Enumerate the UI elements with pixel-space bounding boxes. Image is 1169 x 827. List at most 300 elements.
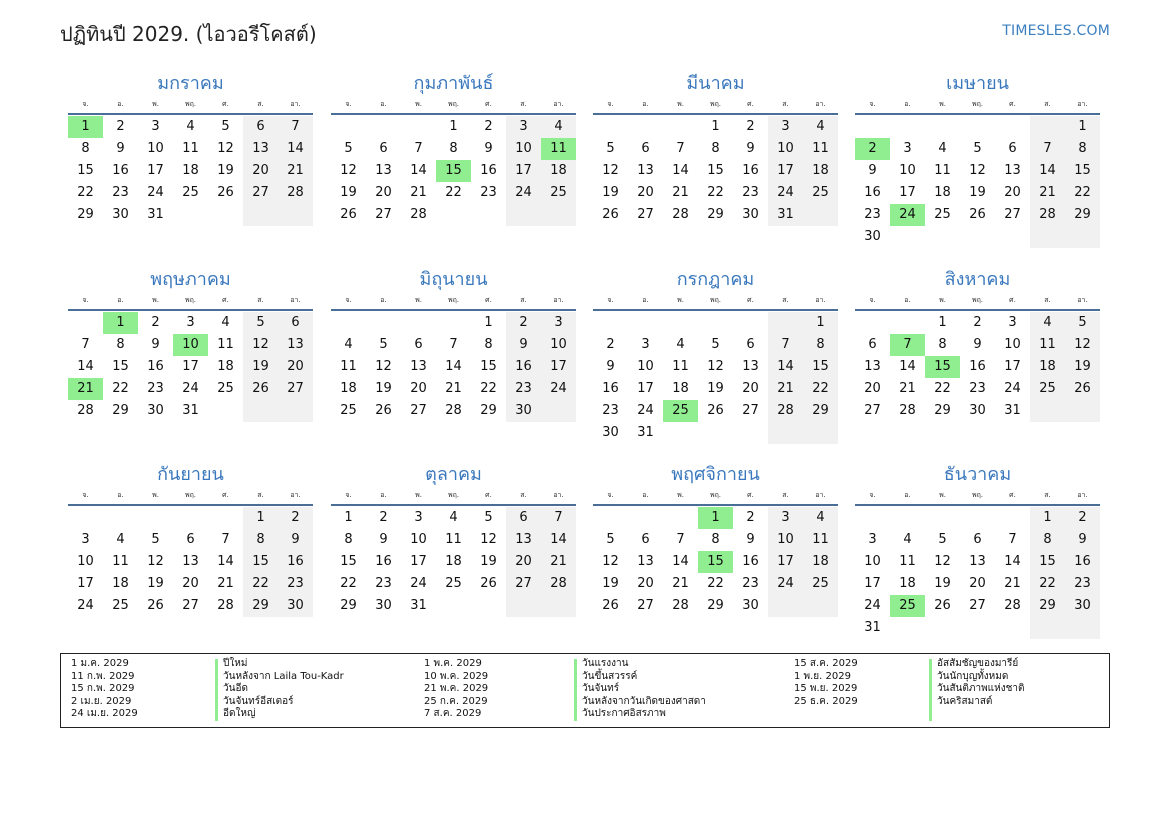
day-cell: 8 xyxy=(711,532,720,547)
day-grid xyxy=(68,507,313,617)
day-cell: 29 xyxy=(112,403,129,418)
day-grid xyxy=(68,312,313,422)
day-cell: 19 xyxy=(375,381,392,396)
day-cell: 6 xyxy=(641,141,650,156)
day-cell: 15 xyxy=(1074,163,1091,178)
weekday-label: พฤ. xyxy=(709,100,722,108)
day-cell: 22 xyxy=(252,576,269,591)
weekend-cell xyxy=(1030,226,1065,248)
day-cell: 7 xyxy=(81,337,90,352)
day-cell: 29 xyxy=(1074,207,1091,222)
month-block xyxy=(68,463,313,617)
day-cell: 16 xyxy=(515,359,532,374)
day-cell: 30 xyxy=(147,403,164,418)
day-cell: 19 xyxy=(340,185,357,200)
month-name: กันยายน xyxy=(157,464,224,485)
day-cell: 23 xyxy=(480,185,497,200)
day-cell: 3 xyxy=(519,119,528,134)
day-cell: 17 xyxy=(77,576,94,591)
day-cell: 20 xyxy=(515,554,532,569)
holiday-day-cell: 1 xyxy=(698,507,733,529)
day-cell: 4 xyxy=(449,510,458,525)
day-cell: 23 xyxy=(375,576,392,591)
weekday-label: พ. xyxy=(415,100,422,108)
month-name: กุมภาพันธ์ xyxy=(413,73,494,94)
day-grid xyxy=(68,116,313,226)
day-cell: 25 xyxy=(1039,381,1056,396)
day-cell: 27 xyxy=(637,207,654,222)
day-cell: 29 xyxy=(812,403,829,418)
day-cell: 7 xyxy=(554,510,563,525)
weekday-label: ส. xyxy=(520,100,527,108)
day-cell: 13 xyxy=(637,163,654,178)
weekday-label: พฤ. xyxy=(184,491,197,499)
day-cell: 6 xyxy=(973,532,982,547)
day-cell: 15 xyxy=(707,163,724,178)
day-cell: 25 xyxy=(445,576,462,591)
day-cell: 26 xyxy=(707,403,724,418)
holiday-date: 15 ส.ค. 2029 xyxy=(794,658,858,669)
day-cell: 2 xyxy=(746,119,755,134)
month-name: พฤษภาคม xyxy=(150,269,231,290)
day-cell: 10 xyxy=(515,141,532,156)
day-cell: 1 xyxy=(344,510,353,525)
day-cell: 6 xyxy=(641,532,650,547)
weekday-label: อ. xyxy=(380,491,387,499)
day-cell: 28 xyxy=(672,207,689,222)
day-cell: 17 xyxy=(777,554,794,569)
day-cell: 28 xyxy=(287,185,304,200)
day-cell: 26 xyxy=(602,207,619,222)
weekend-cell xyxy=(768,422,803,444)
month-divider xyxy=(593,309,838,311)
day-cell: 12 xyxy=(934,554,951,569)
day-cell: 19 xyxy=(1074,359,1091,374)
day-cell: 14 xyxy=(1039,163,1056,178)
weekday-label: พฤ. xyxy=(971,296,984,304)
day-cell: 12 xyxy=(217,141,234,156)
day-cell: 1 xyxy=(711,119,720,134)
month-block xyxy=(593,72,838,226)
day-cell: 29 xyxy=(707,598,724,613)
day-cell: 24 xyxy=(637,403,654,418)
day-cell: 3 xyxy=(781,510,790,525)
day-cell: 5 xyxy=(379,337,388,352)
day-cell: 10 xyxy=(777,141,794,156)
day-cell: 17 xyxy=(899,185,916,200)
day-cell: 14 xyxy=(287,141,304,156)
day-cell: 22 xyxy=(812,381,829,396)
holiday-date: 24 เม.ย. 2029 xyxy=(71,708,138,719)
month-name: กรกฎาคม xyxy=(676,269,755,290)
day-grid xyxy=(593,116,838,226)
day-cell: 9 xyxy=(519,337,528,352)
day-cell: 18 xyxy=(112,576,129,591)
day-cell: 25 xyxy=(812,576,829,591)
day-cell: 22 xyxy=(1074,185,1091,200)
weekday-label: ส. xyxy=(782,491,789,499)
month-divider xyxy=(331,113,576,115)
day-cell: 22 xyxy=(480,381,497,396)
day-cell: 12 xyxy=(340,163,357,178)
day-cell: 18 xyxy=(550,163,567,178)
day-grid xyxy=(331,116,576,226)
day-cell: 29 xyxy=(934,403,951,418)
day-cell: 30 xyxy=(515,403,532,418)
day-cell: 30 xyxy=(1074,598,1091,613)
day-cell: 3 xyxy=(868,532,877,547)
weekday-label: พ. xyxy=(415,296,422,304)
day-cell: 20 xyxy=(410,381,427,396)
holiday-marker-bar xyxy=(929,659,932,721)
day-cell: 15 xyxy=(77,163,94,178)
weekday-label: จ. xyxy=(607,491,614,499)
day-cell: 24 xyxy=(515,185,532,200)
day-cell: 26 xyxy=(480,576,497,591)
day-cell: 21 xyxy=(899,381,916,396)
day-cell: 10 xyxy=(410,532,427,547)
weekday-label: อ. xyxy=(117,100,124,108)
day-cell: 21 xyxy=(777,381,794,396)
weekend-cell xyxy=(1030,116,1065,138)
day-cell: 3 xyxy=(414,510,423,525)
day-cell: 25 xyxy=(550,185,567,200)
month-block xyxy=(331,463,576,617)
day-cell: 4 xyxy=(116,532,125,547)
day-cell: 15 xyxy=(1039,554,1056,569)
month-block xyxy=(331,268,576,422)
day-cell: 5 xyxy=(711,337,720,352)
day-cell: 26 xyxy=(375,403,392,418)
month-divider xyxy=(331,309,576,311)
day-cell: 16 xyxy=(742,163,759,178)
holiday-name: วันขึ้นสวรรค์ xyxy=(582,670,638,682)
day-cell: 24 xyxy=(864,598,881,613)
day-cell: 6 xyxy=(746,337,755,352)
day-cell: 15 xyxy=(812,359,829,374)
day-cell: 1 xyxy=(938,315,947,330)
holiday-day-cell: 1 xyxy=(68,116,103,138)
day-cell: 14 xyxy=(1004,554,1021,569)
day-cell: 12 xyxy=(375,359,392,374)
day-cell: 27 xyxy=(637,598,654,613)
weekday-label: จ. xyxy=(869,100,876,108)
day-cell: 20 xyxy=(969,576,986,591)
weekday-label: ส. xyxy=(520,491,527,499)
day-cell: 4 xyxy=(903,532,912,547)
weekday-label: ศ. xyxy=(222,100,229,108)
day-cell: 9 xyxy=(379,532,388,547)
day-grid xyxy=(855,507,1100,639)
day-cell: 25 xyxy=(812,185,829,200)
day-cell: 21 xyxy=(1039,185,1056,200)
day-cell: 8 xyxy=(816,337,825,352)
day-cell: 14 xyxy=(672,554,689,569)
day-cell: 3 xyxy=(81,532,90,547)
day-cell: 17 xyxy=(864,576,881,591)
holiday-date: 15 ก.พ. 2029 xyxy=(71,683,135,694)
weekday-label: พฤ. xyxy=(184,100,197,108)
holiday-name: วันสันติภาพแห่งชาติ xyxy=(937,683,1025,694)
day-cell: 26 xyxy=(147,598,164,613)
day-cell: 14 xyxy=(217,554,234,569)
weekday-label: ศ. xyxy=(1009,296,1016,304)
day-cell: 15 xyxy=(252,554,269,569)
brand-link[interactable]: TIMESLES.COM xyxy=(1002,23,1110,39)
day-cell: 6 xyxy=(414,337,423,352)
day-cell: 21 xyxy=(445,381,462,396)
weekday-label: อ. xyxy=(904,100,911,108)
day-cell: 4 xyxy=(938,141,947,156)
day-cell: 24 xyxy=(777,185,794,200)
weekday-label: อา. xyxy=(553,296,564,304)
day-cell: 20 xyxy=(1004,185,1021,200)
day-cell: 8 xyxy=(484,337,493,352)
day-cell: 9 xyxy=(973,337,982,352)
month-block xyxy=(855,463,1100,639)
holiday-name: วันอีด xyxy=(223,683,248,694)
day-cell: 29 xyxy=(480,403,497,418)
day-cell: 21 xyxy=(287,163,304,178)
weekday-header xyxy=(593,489,838,501)
day-cell: 20 xyxy=(252,163,269,178)
weekend-cell xyxy=(768,595,803,617)
day-cell: 21 xyxy=(1004,576,1021,591)
day-cell: 30 xyxy=(864,229,881,244)
weekday-header xyxy=(593,98,838,110)
weekday-header xyxy=(331,489,576,501)
month-block xyxy=(68,72,313,226)
day-cell: 13 xyxy=(637,554,654,569)
day-cell: 30 xyxy=(287,598,304,613)
day-cell: 4 xyxy=(816,119,825,134)
day-cell: 5 xyxy=(973,141,982,156)
day-cell: 8 xyxy=(938,337,947,352)
holiday-date: 1 พ.ค. 2029 xyxy=(424,658,482,669)
day-cell: 28 xyxy=(77,403,94,418)
day-cell: 10 xyxy=(864,554,881,569)
month-divider xyxy=(855,113,1100,115)
day-cell: 5 xyxy=(344,141,353,156)
holiday-date: 15 พ.ย. 2029 xyxy=(794,683,858,694)
day-cell: 28 xyxy=(217,598,234,613)
day-cell: 28 xyxy=(1039,207,1056,222)
holiday-name: วันจันทร์ xyxy=(582,683,620,694)
weekday-header xyxy=(593,294,838,306)
day-cell: 3 xyxy=(186,315,195,330)
month-divider xyxy=(331,504,576,506)
day-cell: 23 xyxy=(147,381,164,396)
day-cell: 13 xyxy=(410,359,427,374)
day-cell: 23 xyxy=(287,576,304,591)
month-divider xyxy=(593,113,838,115)
day-cell: 19 xyxy=(602,576,619,591)
day-cell: 20 xyxy=(637,185,654,200)
day-cell: 9 xyxy=(868,163,877,178)
day-cell: 11 xyxy=(217,337,234,352)
holiday-date: 11 ก.พ. 2029 xyxy=(71,670,135,682)
day-cell: 1 xyxy=(1078,119,1087,134)
weekday-label: พ. xyxy=(939,491,946,499)
day-cell: 17 xyxy=(515,163,532,178)
day-cell: 7 xyxy=(781,337,790,352)
holiday-day-cell: 11 xyxy=(541,138,576,160)
day-cell: 11 xyxy=(445,532,462,547)
holiday-date: 1 พ.ย. 2029 xyxy=(794,670,851,682)
day-cell: 27 xyxy=(375,207,392,222)
weekday-label: ส. xyxy=(520,296,527,304)
weekend-cell xyxy=(1030,617,1065,639)
weekday-label: อ. xyxy=(642,100,649,108)
weekday-label: อ. xyxy=(642,491,649,499)
day-cell: 10 xyxy=(550,337,567,352)
day-cell: 22 xyxy=(112,381,129,396)
day-cell: 13 xyxy=(969,554,986,569)
month-block xyxy=(855,72,1100,248)
day-cell: 6 xyxy=(291,315,300,330)
holiday-day-cell: 25 xyxy=(663,400,698,422)
day-cell: 22 xyxy=(340,576,357,591)
day-cell: 2 xyxy=(519,315,528,330)
day-cell: 16 xyxy=(864,185,881,200)
weekday-label: พฤ. xyxy=(184,296,197,304)
holiday-name: วันคริสมาสต์ xyxy=(937,695,993,707)
day-cell: 12 xyxy=(252,337,269,352)
day-cell: 4 xyxy=(676,337,685,352)
day-cell: 6 xyxy=(186,532,195,547)
weekday-label: พ. xyxy=(939,296,946,304)
day-cell: 31 xyxy=(1004,403,1021,418)
holiday-day-cell: 15 xyxy=(436,160,471,182)
day-cell: 28 xyxy=(672,598,689,613)
day-cell: 19 xyxy=(217,163,234,178)
weekday-label: พฤ. xyxy=(971,491,984,499)
weekday-label: อา. xyxy=(815,100,826,108)
day-cell: 26 xyxy=(602,598,619,613)
month-block xyxy=(331,72,576,226)
weekday-label: พ. xyxy=(677,100,684,108)
day-cell: 2 xyxy=(484,119,493,134)
day-cell: 22 xyxy=(707,185,724,200)
day-cell: 20 xyxy=(182,576,199,591)
day-cell: 24 xyxy=(410,576,427,591)
month-divider xyxy=(855,309,1100,311)
weekend-cell xyxy=(1065,400,1100,422)
day-cell: 31 xyxy=(777,207,794,222)
day-cell: 2 xyxy=(291,510,300,525)
weekday-label: จ. xyxy=(82,100,89,108)
day-cell: 3 xyxy=(151,119,160,134)
day-cell: 23 xyxy=(742,185,759,200)
day-grid xyxy=(855,312,1100,422)
day-cell: 26 xyxy=(969,207,986,222)
day-cell: 24 xyxy=(147,185,164,200)
weekend-cell xyxy=(243,400,278,422)
holiday-date: 10 พ.ค. 2029 xyxy=(424,670,489,682)
weekday-label: จ. xyxy=(869,491,876,499)
day-cell: 4 xyxy=(554,119,563,134)
weekday-label: ศ. xyxy=(1009,491,1016,499)
day-cell: 13 xyxy=(375,163,392,178)
day-cell: 24 xyxy=(777,576,794,591)
weekday-label: ศ. xyxy=(485,491,492,499)
weekday-header xyxy=(68,294,313,306)
weekday-label: พฤ. xyxy=(709,491,722,499)
day-cell: 19 xyxy=(602,185,619,200)
month-block xyxy=(593,268,838,444)
weekend-cell xyxy=(506,204,541,226)
day-cell: 28 xyxy=(410,207,427,222)
day-cell: 16 xyxy=(480,163,497,178)
weekday-label: พ. xyxy=(677,491,684,499)
day-cell: 3 xyxy=(781,119,790,134)
day-cell: 4 xyxy=(221,315,230,330)
day-cell: 19 xyxy=(707,381,724,396)
day-cell: 28 xyxy=(899,403,916,418)
weekday-label: จ. xyxy=(345,491,352,499)
holiday-name: วันแรงงาน xyxy=(582,658,629,669)
day-cell: 14 xyxy=(899,359,916,374)
weekend-cell xyxy=(541,595,576,617)
day-cell: 16 xyxy=(742,554,759,569)
day-cell: 3 xyxy=(554,315,563,330)
day-cell: 23 xyxy=(602,403,619,418)
day-cell: 2 xyxy=(151,315,160,330)
day-cell: 12 xyxy=(602,163,619,178)
weekday-label: พ. xyxy=(677,296,684,304)
day-cell: 27 xyxy=(252,185,269,200)
weekday-label: พฤ. xyxy=(971,100,984,108)
weekday-label: อา. xyxy=(815,491,826,499)
day-cell: 9 xyxy=(291,532,300,547)
weekend-cell xyxy=(768,312,803,334)
day-cell: 6 xyxy=(868,337,877,352)
day-cell: 11 xyxy=(1039,337,1056,352)
day-cell: 8 xyxy=(711,141,720,156)
day-cell: 18 xyxy=(812,163,829,178)
month-divider xyxy=(68,504,313,506)
month-block xyxy=(593,463,838,617)
day-cell: 22 xyxy=(77,185,94,200)
weekday-label: ศ. xyxy=(485,100,492,108)
day-cell: 28 xyxy=(777,403,794,418)
day-cell: 5 xyxy=(484,510,493,525)
weekday-label: อา. xyxy=(290,296,301,304)
day-cell: 26 xyxy=(934,598,951,613)
day-cell: 10 xyxy=(1004,337,1021,352)
holiday-name: วันจันทร์อีสเตอร์ xyxy=(223,695,294,707)
day-cell: 23 xyxy=(969,381,986,396)
day-cell: 23 xyxy=(1074,576,1091,591)
day-cell: 16 xyxy=(602,381,619,396)
day-cell: 16 xyxy=(287,554,304,569)
day-cell: 28 xyxy=(1004,598,1021,613)
holiday-day-cell: 24 xyxy=(890,204,925,226)
holiday-date: 25 ธ.ค. 2029 xyxy=(794,695,858,707)
holiday-date: 2 เม.ย. 2029 xyxy=(71,695,132,707)
holiday-day-cell: 7 xyxy=(890,334,925,356)
day-cell: 21 xyxy=(672,185,689,200)
weekend-cell xyxy=(1065,617,1100,639)
day-cell: 5 xyxy=(1078,315,1087,330)
month-name: เมษายน xyxy=(946,73,1009,94)
holiday-date: 1 ม.ค. 2029 xyxy=(71,658,129,669)
day-cell: 21 xyxy=(410,185,427,200)
day-cell: 19 xyxy=(480,554,497,569)
day-cell: 12 xyxy=(147,554,164,569)
day-cell: 8 xyxy=(81,141,90,156)
day-cell: 31 xyxy=(182,403,199,418)
